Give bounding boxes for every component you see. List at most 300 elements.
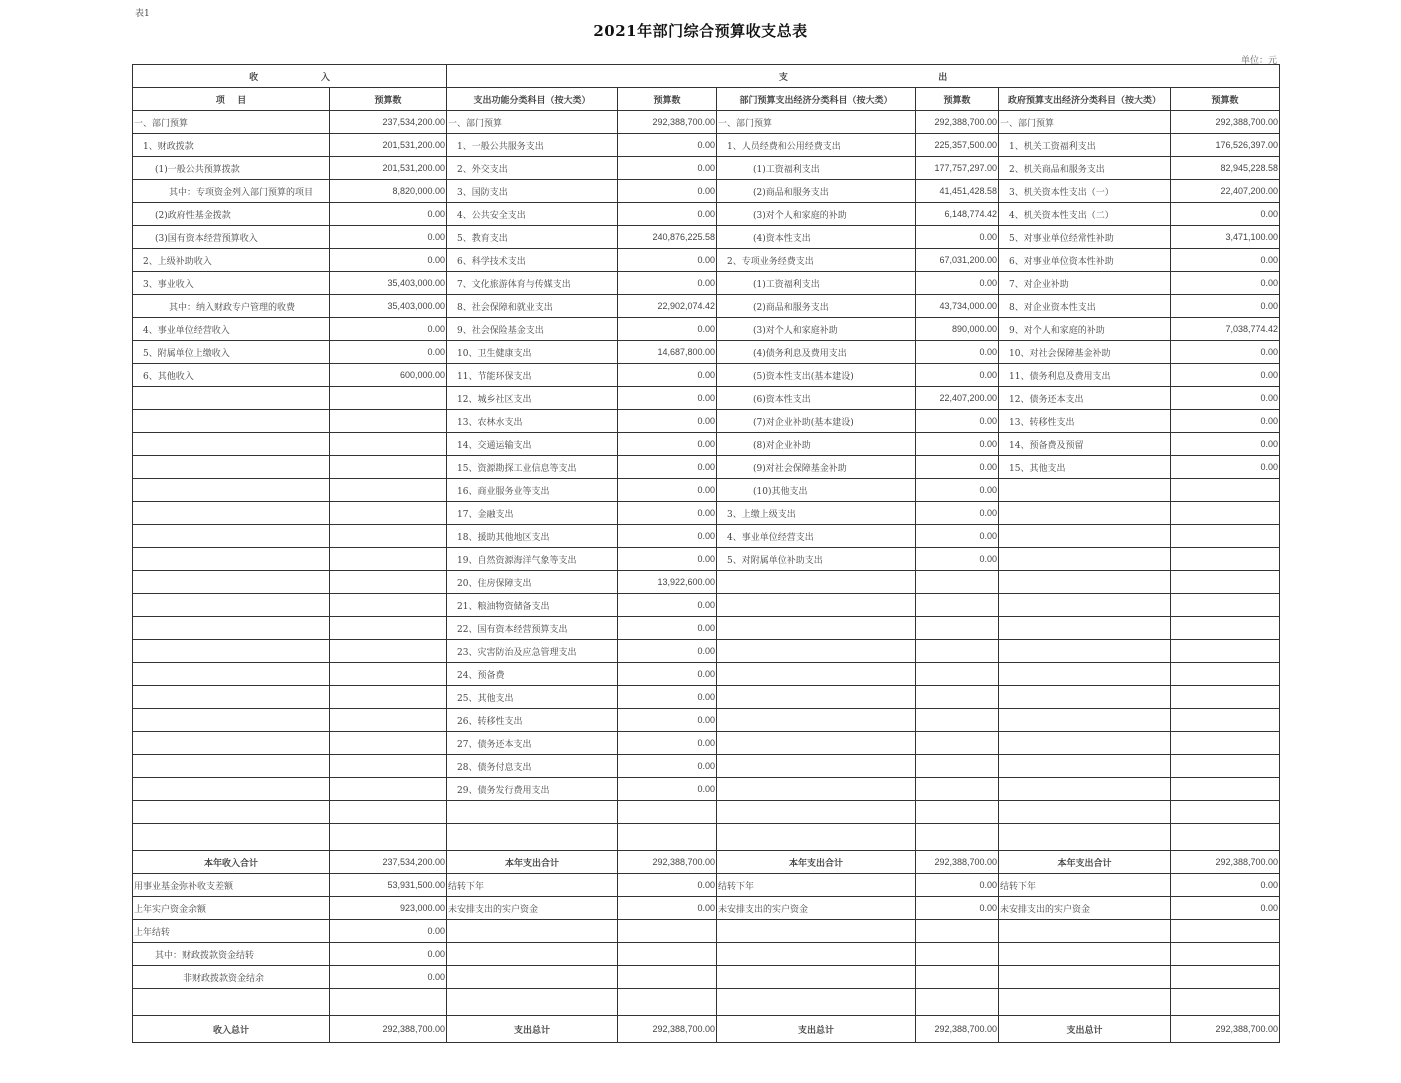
gov-econ-class-item bbox=[999, 966, 1171, 989]
col-header-income-budget: 预算数 bbox=[330, 88, 447, 111]
gov-econ-budget-value: 3,471,100.00 bbox=[1171, 226, 1280, 249]
func-class-item: 24、预备费 bbox=[447, 663, 618, 686]
dept-econ-budget-value: 0.00 bbox=[916, 874, 999, 897]
income-budget-value: 0.00 bbox=[330, 203, 447, 226]
income-item bbox=[133, 548, 330, 571]
section-header-row bbox=[133, 65, 1280, 88]
income-item bbox=[133, 778, 330, 801]
func-class-budget-value: 0.00 bbox=[618, 617, 717, 640]
func-class-budget-value: 0.00 bbox=[618, 709, 717, 732]
dept-econ-class-item: 4、事业单位经营支出 bbox=[717, 525, 916, 548]
column-header-row bbox=[133, 88, 1280, 111]
dept-econ-class-item bbox=[717, 801, 916, 824]
income-budget-value bbox=[330, 502, 447, 525]
gov-econ-class-item bbox=[999, 801, 1171, 824]
dept-econ-budget-value bbox=[916, 663, 999, 686]
func-class-item: 11、节能环保支出 bbox=[447, 364, 618, 387]
gov-econ-budget-value bbox=[1171, 732, 1280, 755]
income-budget-value bbox=[330, 433, 447, 456]
table-row bbox=[133, 801, 1280, 824]
dept-econ-budget-value bbox=[916, 594, 999, 617]
func-class-item: 25、其他支出 bbox=[447, 686, 618, 709]
gov-econ-grand-total-value: 292,388,700.00 bbox=[1171, 1016, 1280, 1043]
income-item bbox=[133, 663, 330, 686]
table-row bbox=[133, 594, 1280, 617]
dept-econ-class-item: (6)资本性支出 bbox=[717, 387, 916, 410]
dept-econ-class-item: (9)对社会保障基金补助 bbox=[717, 456, 916, 479]
table-row bbox=[133, 989, 1280, 1016]
func-class-budget-value: 0.00 bbox=[618, 433, 717, 456]
func-class-item: 13、农林水支出 bbox=[447, 410, 618, 433]
func-class-item: 26、转移性支出 bbox=[447, 709, 618, 732]
dept-econ-class-item: 5、对附属单位补助支出 bbox=[717, 548, 916, 571]
income-budget-value bbox=[330, 640, 447, 663]
dept-econ-budget-value: 177,757,297.00 bbox=[916, 157, 999, 180]
func-class-budget-value: 0.00 bbox=[618, 686, 717, 709]
func-class-item bbox=[447, 920, 618, 943]
dept-econ-budget-value: 0.00 bbox=[916, 364, 999, 387]
func-class-item: 15、资源勘探工业信息等支出 bbox=[447, 456, 618, 479]
func-class-item: 4、公共安全支出 bbox=[447, 203, 618, 226]
gov-econ-class-item: 12、债务还本支出 bbox=[999, 387, 1171, 410]
dept-econ-budget-value: 0.00 bbox=[916, 341, 999, 364]
income-item bbox=[133, 525, 330, 548]
gov-econ-class-item: 7、对企业补助 bbox=[999, 272, 1171, 295]
income-budget-value bbox=[330, 548, 447, 571]
income-budget-value bbox=[330, 824, 447, 851]
income-budget-value bbox=[330, 732, 447, 755]
gov-econ-budget-value bbox=[1171, 571, 1280, 594]
table-row bbox=[133, 548, 1280, 571]
gov-econ-class-item bbox=[999, 525, 1171, 548]
func-class-item: 12、城乡社区支出 bbox=[447, 387, 618, 410]
unit-label: 单位：元 bbox=[1240, 56, 1277, 66]
dept-econ-budget-value bbox=[916, 943, 999, 966]
income-item: 4、事业单位经营收入 bbox=[133, 318, 330, 341]
income-budget-value bbox=[330, 755, 447, 778]
table-row bbox=[133, 640, 1280, 663]
gov-econ-budget-value bbox=[1171, 801, 1280, 824]
dept-econ-budget-value: 22,407,200.00 bbox=[916, 387, 999, 410]
dept-econ-budget-value: 890,000.00 bbox=[916, 318, 999, 341]
func-class-item: 一、部门预算 bbox=[447, 111, 618, 134]
income-budget-value: 0.00 bbox=[330, 966, 447, 989]
dept-econ-class-item: (10)其他支出 bbox=[717, 479, 916, 502]
table-row bbox=[133, 433, 1280, 456]
gov-econ-budget-value: 292,388,700.00 bbox=[1171, 111, 1280, 134]
dept-econ-budget-value bbox=[916, 755, 999, 778]
income-grand-total-label: 收入总计 bbox=[133, 1016, 330, 1043]
table-row bbox=[133, 226, 1280, 249]
dept-econ-budget-value bbox=[916, 709, 999, 732]
income-item bbox=[133, 387, 330, 410]
func-class-budget-value: 0.00 bbox=[618, 272, 717, 295]
income-budget-value bbox=[330, 410, 447, 433]
income-budget-value: 0.00 bbox=[330, 226, 447, 249]
gov-econ-budget-value: 0.00 bbox=[1171, 249, 1280, 272]
income-item bbox=[133, 824, 330, 851]
func-class-budget-value: 0.00 bbox=[618, 874, 717, 897]
func-class-budget-value bbox=[618, 801, 717, 824]
income-budget-value: 53,931,500.00 bbox=[330, 874, 447, 897]
gov-econ-class-item bbox=[999, 479, 1171, 502]
gov-econ-class-item bbox=[999, 502, 1171, 525]
expense-section-header: 支 出 bbox=[447, 65, 1280, 88]
income-year-total-value: 237,534,200.00 bbox=[330, 851, 447, 874]
dept-econ-class-item bbox=[717, 663, 916, 686]
gov-econ-budget-value: 0.00 bbox=[1171, 897, 1280, 920]
func-class-item bbox=[447, 966, 618, 989]
table-row bbox=[133, 341, 1280, 364]
income-item: (1)一般公共预算拨款 bbox=[133, 157, 330, 180]
income-item bbox=[133, 732, 330, 755]
dept-econ-class-item: (7)对企业补助(基本建设) bbox=[717, 410, 916, 433]
func-class-item: 8、社会保障和就业支出 bbox=[447, 295, 618, 318]
gov-econ-class-item bbox=[999, 755, 1171, 778]
income-item: 2、上级补助收入 bbox=[133, 249, 330, 272]
income-item bbox=[133, 571, 330, 594]
dept-econ-class-item bbox=[717, 989, 916, 1016]
func-class-item: 3、国防支出 bbox=[447, 180, 618, 203]
table-row bbox=[133, 943, 1280, 966]
dept-econ-budget-value bbox=[916, 966, 999, 989]
func-class-budget-value: 0.00 bbox=[618, 755, 717, 778]
dept-econ-grand-total-label: 支出总计 bbox=[717, 1016, 916, 1043]
table-row bbox=[133, 502, 1280, 525]
gov-econ-class-item: 9、对个人和家庭的补助 bbox=[999, 318, 1171, 341]
table-row bbox=[133, 709, 1280, 732]
func-class-budget-value: 0.00 bbox=[618, 157, 717, 180]
income-item bbox=[133, 410, 330, 433]
gov-econ-budget-value bbox=[1171, 594, 1280, 617]
gov-econ-budget-value bbox=[1171, 824, 1280, 851]
func-class-budget-value: 14,687,800.00 bbox=[618, 341, 717, 364]
income-budget-value: 0.00 bbox=[330, 943, 447, 966]
dept-econ-budget-value: 43,734,000.00 bbox=[916, 295, 999, 318]
income-item bbox=[133, 640, 330, 663]
income-budget-value bbox=[330, 778, 447, 801]
func-class-item bbox=[447, 824, 618, 851]
func-class-budget-value: 0.00 bbox=[618, 180, 717, 203]
func-class-item: 16、商业服务业等支出 bbox=[447, 479, 618, 502]
dept-econ-budget-value bbox=[916, 778, 999, 801]
gov-econ-class-item: 13、转移性支出 bbox=[999, 410, 1171, 433]
gov-econ-budget-value bbox=[1171, 479, 1280, 502]
dept-econ-budget-value bbox=[916, 824, 999, 851]
table-row bbox=[133, 387, 1280, 410]
func-grand-total-label: 支出总计 bbox=[447, 1016, 618, 1043]
func-class-budget-value: 0.00 bbox=[618, 203, 717, 226]
dept-econ-year-total-label: 本年支出合计 bbox=[717, 851, 916, 874]
func-class-budget-value: 292,388,700.00 bbox=[618, 111, 717, 134]
gov-econ-class-item bbox=[999, 943, 1171, 966]
table-row bbox=[133, 571, 1280, 594]
dept-econ-budget-value: 0.00 bbox=[916, 548, 999, 571]
table-row bbox=[133, 157, 1280, 180]
income-budget-value: 237,534,200.00 bbox=[330, 111, 447, 134]
gov-econ-budget-value bbox=[1171, 686, 1280, 709]
dept-econ-budget-value: 0.00 bbox=[916, 525, 999, 548]
gov-econ-budget-value bbox=[1171, 640, 1280, 663]
dept-econ-class-item: 一、部门预算 bbox=[717, 111, 916, 134]
income-grand-total-value: 292,388,700.00 bbox=[330, 1016, 447, 1043]
dept-econ-budget-value bbox=[916, 801, 999, 824]
income-budget-value bbox=[330, 663, 447, 686]
dept-econ-budget-value: 0.00 bbox=[916, 456, 999, 479]
income-budget-value bbox=[330, 989, 447, 1016]
income-budget-value: 0.00 bbox=[330, 249, 447, 272]
dept-econ-class-item: (1)工资福利支出 bbox=[717, 272, 916, 295]
dept-econ-class-item: (8)对企业补助 bbox=[717, 433, 916, 456]
func-class-budget-value: 0.00 bbox=[618, 364, 717, 387]
gov-econ-class-item bbox=[999, 686, 1171, 709]
gov-econ-budget-value: 0.00 bbox=[1171, 433, 1280, 456]
gov-econ-class-item bbox=[999, 989, 1171, 1016]
dept-econ-grand-total-value: 292,388,700.00 bbox=[916, 1016, 999, 1043]
table-row bbox=[133, 456, 1280, 479]
gov-econ-budget-value bbox=[1171, 525, 1280, 548]
dept-econ-budget-value: 292,388,700.00 bbox=[916, 111, 999, 134]
income-budget-value bbox=[330, 686, 447, 709]
col-header-item: 项 目 bbox=[133, 88, 330, 111]
gov-econ-budget-value: 82,945,228.58 bbox=[1171, 157, 1280, 180]
func-class-budget-value: 0.00 bbox=[618, 134, 717, 157]
func-class-budget-value: 0.00 bbox=[618, 502, 717, 525]
func-grand-total-value: 292,388,700.00 bbox=[618, 1016, 717, 1043]
gov-econ-grand-total-label: 支出总计 bbox=[999, 1016, 1171, 1043]
gov-econ-class-item bbox=[999, 709, 1171, 732]
gov-econ-class-item bbox=[999, 778, 1171, 801]
dept-econ-budget-value: 0.00 bbox=[916, 502, 999, 525]
gov-econ-budget-value bbox=[1171, 617, 1280, 640]
func-class-item: 20、住房保障支出 bbox=[447, 571, 618, 594]
dept-econ-class-item: (4)资本性支出 bbox=[717, 226, 916, 249]
func-class-item: 27、债务还本支出 bbox=[447, 732, 618, 755]
income-budget-value: 201,531,200.00 bbox=[330, 157, 447, 180]
gov-econ-class-item bbox=[999, 920, 1171, 943]
dept-econ-year-total-value: 292,388,700.00 bbox=[916, 851, 999, 874]
income-year-total-label: 本年收入合计 bbox=[133, 851, 330, 874]
dept-econ-class-item bbox=[717, 943, 916, 966]
income-item: 5、附属单位上缴收入 bbox=[133, 341, 330, 364]
income-budget-value: 0.00 bbox=[330, 920, 447, 943]
income-item bbox=[133, 594, 330, 617]
dept-econ-class-item bbox=[717, 571, 916, 594]
dept-econ-budget-value: 0.00 bbox=[916, 410, 999, 433]
func-class-budget-value: 240,876,225.58 bbox=[618, 226, 717, 249]
dept-econ-class-item bbox=[717, 755, 916, 778]
table-row bbox=[133, 920, 1280, 943]
func-class-budget-value: 0.00 bbox=[618, 548, 717, 571]
gov-econ-budget-value bbox=[1171, 548, 1280, 571]
income-item bbox=[133, 801, 330, 824]
gov-econ-class-item: 14、预备费及预留 bbox=[999, 433, 1171, 456]
gov-econ-budget-value: 0.00 bbox=[1171, 341, 1280, 364]
func-class-item bbox=[447, 801, 618, 824]
income-item: 用事业基金弥补收支差额 bbox=[133, 874, 330, 897]
dept-econ-class-item: 结转下年 bbox=[717, 874, 916, 897]
dept-econ-class-item bbox=[717, 920, 916, 943]
gov-econ-class-item bbox=[999, 640, 1171, 663]
func-class-budget-value: 13,922,600.00 bbox=[618, 571, 717, 594]
func-class-item: 6、科学技术支出 bbox=[447, 249, 618, 272]
income-item: (2)政府性基金拨款 bbox=[133, 203, 330, 226]
func-class-item: 14、交通运输支出 bbox=[447, 433, 618, 456]
func-class-budget-value bbox=[618, 966, 717, 989]
income-item bbox=[133, 686, 330, 709]
gov-econ-class-item: 3、机关资本性支出（一） bbox=[999, 180, 1171, 203]
col-header-dept-econ-class: 部门预算支出经济分类科目（按大类） bbox=[717, 88, 916, 111]
income-budget-value: 600,000.00 bbox=[330, 364, 447, 387]
dept-econ-budget-value bbox=[916, 640, 999, 663]
func-class-budget-value bbox=[618, 943, 717, 966]
table-row bbox=[133, 874, 1280, 897]
dept-econ-class-item bbox=[717, 778, 916, 801]
table-row bbox=[133, 295, 1280, 318]
gov-econ-budget-value: 22,407,200.00 bbox=[1171, 180, 1280, 203]
dept-econ-budget-value: 0.00 bbox=[916, 433, 999, 456]
gov-econ-budget-value: 0.00 bbox=[1171, 410, 1280, 433]
dept-econ-class-item bbox=[717, 732, 916, 755]
col-header-gov-econ-budget: 预算数 bbox=[1171, 88, 1280, 111]
func-class-item: 5、教育支出 bbox=[447, 226, 618, 249]
dept-econ-budget-value: 225,357,500.00 bbox=[916, 134, 999, 157]
dept-econ-class-item: 1、人员经费和公用经费支出 bbox=[717, 134, 916, 157]
grand-total-row bbox=[133, 1016, 1280, 1043]
dept-econ-budget-value bbox=[916, 920, 999, 943]
income-budget-value bbox=[330, 456, 447, 479]
dept-econ-budget-value: 0.00 bbox=[916, 226, 999, 249]
func-class-budget-value: 0.00 bbox=[618, 456, 717, 479]
dept-econ-class-item bbox=[717, 686, 916, 709]
income-item: 其中：纳入财政专户管理的收费 bbox=[133, 295, 330, 318]
income-item: 上年结转 bbox=[133, 920, 330, 943]
func-class-budget-value bbox=[618, 989, 717, 1016]
table-row bbox=[133, 617, 1280, 640]
table-row bbox=[133, 966, 1280, 989]
dept-econ-class-item bbox=[717, 966, 916, 989]
gov-econ-class-item: 11、债务利息及费用支出 bbox=[999, 364, 1171, 387]
table-row bbox=[133, 755, 1280, 778]
gov-econ-budget-value: 0.00 bbox=[1171, 272, 1280, 295]
income-budget-value: 0.00 bbox=[330, 318, 447, 341]
gov-econ-budget-value: 0.00 bbox=[1171, 387, 1280, 410]
table-row bbox=[133, 897, 1280, 920]
func-class-item: 9、社会保险基金支出 bbox=[447, 318, 618, 341]
income-item bbox=[133, 617, 330, 640]
table-row bbox=[133, 824, 1280, 851]
table-row bbox=[133, 249, 1280, 272]
gov-econ-budget-value bbox=[1171, 920, 1280, 943]
dept-econ-budget-value: 67,031,200.00 bbox=[916, 249, 999, 272]
table-row bbox=[133, 272, 1280, 295]
dept-econ-class-item: 2、专项业务经费支出 bbox=[717, 249, 916, 272]
gov-econ-budget-value: 7,038,774.42 bbox=[1171, 318, 1280, 341]
dept-econ-budget-value: 0.00 bbox=[916, 897, 999, 920]
gov-econ-class-item: 未安排支出的实户资金 bbox=[999, 897, 1171, 920]
func-class-item: 1、一般公共服务支出 bbox=[447, 134, 618, 157]
dept-econ-budget-value bbox=[916, 571, 999, 594]
gov-econ-budget-value bbox=[1171, 943, 1280, 966]
gov-econ-budget-value: 0.00 bbox=[1171, 456, 1280, 479]
func-class-budget-value: 0.00 bbox=[618, 387, 717, 410]
func-class-item: 10、卫生健康支出 bbox=[447, 341, 618, 364]
func-class-budget-value: 0.00 bbox=[618, 663, 717, 686]
table-row bbox=[133, 111, 1280, 134]
income-item: 上年实户资金余额 bbox=[133, 897, 330, 920]
dept-econ-budget-value bbox=[916, 732, 999, 755]
dept-econ-class-item: (4)债务利息及费用支出 bbox=[717, 341, 916, 364]
func-class-budget-value: 0.00 bbox=[618, 410, 717, 433]
income-budget-value bbox=[330, 709, 447, 732]
dept-econ-budget-value bbox=[916, 686, 999, 709]
gov-econ-class-item: 4、机关资本性支出（二） bbox=[999, 203, 1171, 226]
income-item: 3、事业收入 bbox=[133, 272, 330, 295]
income-budget-value: 923,000.00 bbox=[330, 897, 447, 920]
gov-econ-class-item bbox=[999, 617, 1171, 640]
gov-econ-budget-value: 0.00 bbox=[1171, 203, 1280, 226]
dept-econ-class-item bbox=[717, 594, 916, 617]
gov-econ-budget-value bbox=[1171, 989, 1280, 1016]
gov-econ-class-item: 一、部门预算 bbox=[999, 111, 1171, 134]
gov-econ-budget-value: 0.00 bbox=[1171, 295, 1280, 318]
table-row bbox=[133, 410, 1280, 433]
income-budget-value: 35,403,000.00 bbox=[330, 295, 447, 318]
income-item: 其中：专项资金列入部门预算的项目 bbox=[133, 180, 330, 203]
dept-econ-class-item: 未安排支出的实户资金 bbox=[717, 897, 916, 920]
col-header-func-budget: 预算数 bbox=[618, 88, 717, 111]
func-class-item: 19、自然资源海洋气象等支出 bbox=[447, 548, 618, 571]
page-title: 2021年部门综合预算收支总表 bbox=[593, 22, 808, 40]
col-header-func-class: 支出功能分类科目（按大类） bbox=[447, 88, 618, 111]
gov-econ-budget-value: 176,526,397.00 bbox=[1171, 134, 1280, 157]
dept-econ-budget-value bbox=[916, 617, 999, 640]
income-section-header: 收 入 bbox=[133, 65, 447, 88]
func-class-budget-value: 0.00 bbox=[618, 897, 717, 920]
func-class-item: 21、粮油物资储备支出 bbox=[447, 594, 618, 617]
income-item: 6、其他收入 bbox=[133, 364, 330, 387]
func-class-budget-value: 0.00 bbox=[618, 318, 717, 341]
dept-econ-class-item bbox=[717, 617, 916, 640]
income-budget-value bbox=[330, 617, 447, 640]
gov-econ-budget-value: 0.00 bbox=[1171, 364, 1280, 387]
dept-econ-class-item bbox=[717, 709, 916, 732]
func-year-total-value: 292,388,700.00 bbox=[618, 851, 717, 874]
func-class-item: 18、援助其他地区支出 bbox=[447, 525, 618, 548]
dept-econ-class-item: (5)资本性支出(基本建设) bbox=[717, 364, 916, 387]
table-row bbox=[133, 732, 1280, 755]
gov-econ-class-item bbox=[999, 663, 1171, 686]
col-header-gov-econ-class: 政府预算支出经济分类科目（按大类） bbox=[999, 88, 1171, 111]
dept-econ-class-item: (2)商品和服务支出 bbox=[717, 180, 916, 203]
gov-econ-class-item: 8、对企业资本性支出 bbox=[999, 295, 1171, 318]
income-budget-value bbox=[330, 594, 447, 617]
gov-econ-budget-value bbox=[1171, 778, 1280, 801]
func-class-item: 17、金融支出 bbox=[447, 502, 618, 525]
dept-econ-budget-value: 0.00 bbox=[916, 479, 999, 502]
dept-econ-class-item: (3)对个人和家庭补助 bbox=[717, 318, 916, 341]
income-budget-value: 201,531,200.00 bbox=[330, 134, 447, 157]
gov-econ-class-item bbox=[999, 824, 1171, 851]
table-number: 表1 bbox=[135, 9, 150, 19]
func-class-budget-value bbox=[618, 920, 717, 943]
table-row bbox=[133, 134, 1280, 157]
func-class-item: 23、灾害防治及应急管理支出 bbox=[447, 640, 618, 663]
gov-econ-class-item: 2、机关商品和服务支出 bbox=[999, 157, 1171, 180]
dept-econ-budget-value: 0.00 bbox=[916, 272, 999, 295]
func-class-budget-value: 0.00 bbox=[618, 778, 717, 801]
gov-econ-budget-value bbox=[1171, 755, 1280, 778]
